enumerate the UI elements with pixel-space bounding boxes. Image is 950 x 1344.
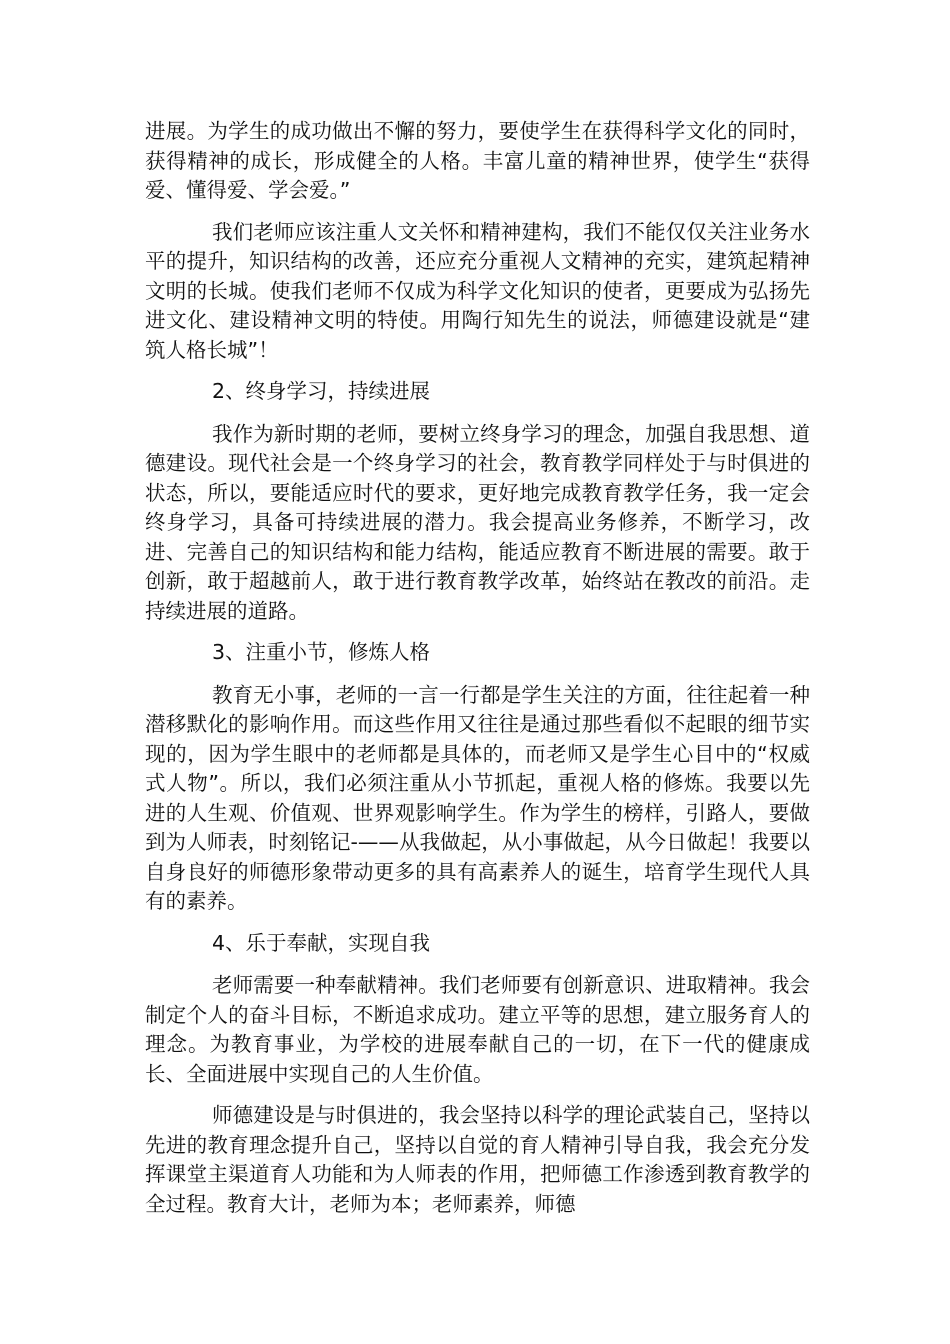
paragraph-lifelong-learning: 我作为新时期的老师，要树立终身学习的理念，加强自我思想、道德建设。现代社会是一个终身学习的社会，教育教学同样处于与时俱进的状态，所以，要能适应时代的要求，更好地完成教育教学任务，我一定会终身学习，具备可持续进展的潜力。我会提高业务修养，不断学习，改进、完善自己的知识结构和能力结构，能适应教育不断进展的需要。敢于创新，敢于超越前人，敢于进行教育教学改革，始终站在教改的前沿。走持续进展的道路。	[145, 421, 810, 623]
section-heading-dedication: 4、乐于奉献，实现自我	[212, 930, 431, 955]
paragraph-humanistic-care: 我们老师应该注重人文关怀和精神建构，我们不能仅仅关注业务水平的提升，知识结构的改善，还应充分重视人文精神的充实，建筑起精神文明的长城。使我们老师不仅成为科学文化知识的使者，更要成为弘扬先进文化、建设精神文明的特使。用陶行知先生的说法，师德建设就是“建筑人格长城”！	[145, 219, 810, 362]
section-heading-lifelong-learning: 2、终身学习，持续进展	[212, 379, 431, 403]
paragraph-ethics-building: 师德建设是与时俱进的，我会坚持以科学的理论武装自己，坚持以先进的教育理念提升自己，坚持以自觉的育人精神引导自我，我会充分发挥课堂主渠道育人功能和为人师表的作用，把师德工作渗透到教育教学的全过程。教育大计，老师为本；老师素养，师德	[145, 1103, 810, 1216]
paragraph-details: 教育无小事，老师的一言一行都是学生关注的方面，往往起着一种潜移默化的影响作用。而这些作用又往往是通过那些看似不起眼的细节实现的，因为学生眼中的老师都是具体的，而老师又是学生心目中的“权威式人物”。所以，我们必须注重从小节抓起，重视人格的修炼。我要以先进的人生观、价值观、世界观影响学生。作为学生的榜样，引路人，要做到为人师表，时刻铭记-——从我做起，从小事做起，从今日做起！我要以自身良好的师德形象带动更多的具有高素养人的诞生，培育学生现代人具有的素养。	[145, 682, 810, 913]
paragraph-dedication: 老师需要一种奉献精神。我们老师要有创新意识、进取精神。我会制定个人的奋斗目标，不断追求成功。建立平等的思想，建立服务育人的理念。为教育事业，为学校的进展奉献自己的一切，在下一代的健康成长、全面进展中实现自己的人生价值。	[145, 973, 810, 1086]
section-heading-details: 3、注重小节，修炼人格	[212, 640, 431, 664]
paragraph-continued: 进展。为学生的成功做出不懈的努力，要使学生在获得科学文化的同时，获得精神的成长，形成健全的人格。丰富儿童的精神世界，使学生“获得爱、懂得爱、学会爱。”	[145, 119, 810, 202]
document-page	[145, 117, 810, 1231]
